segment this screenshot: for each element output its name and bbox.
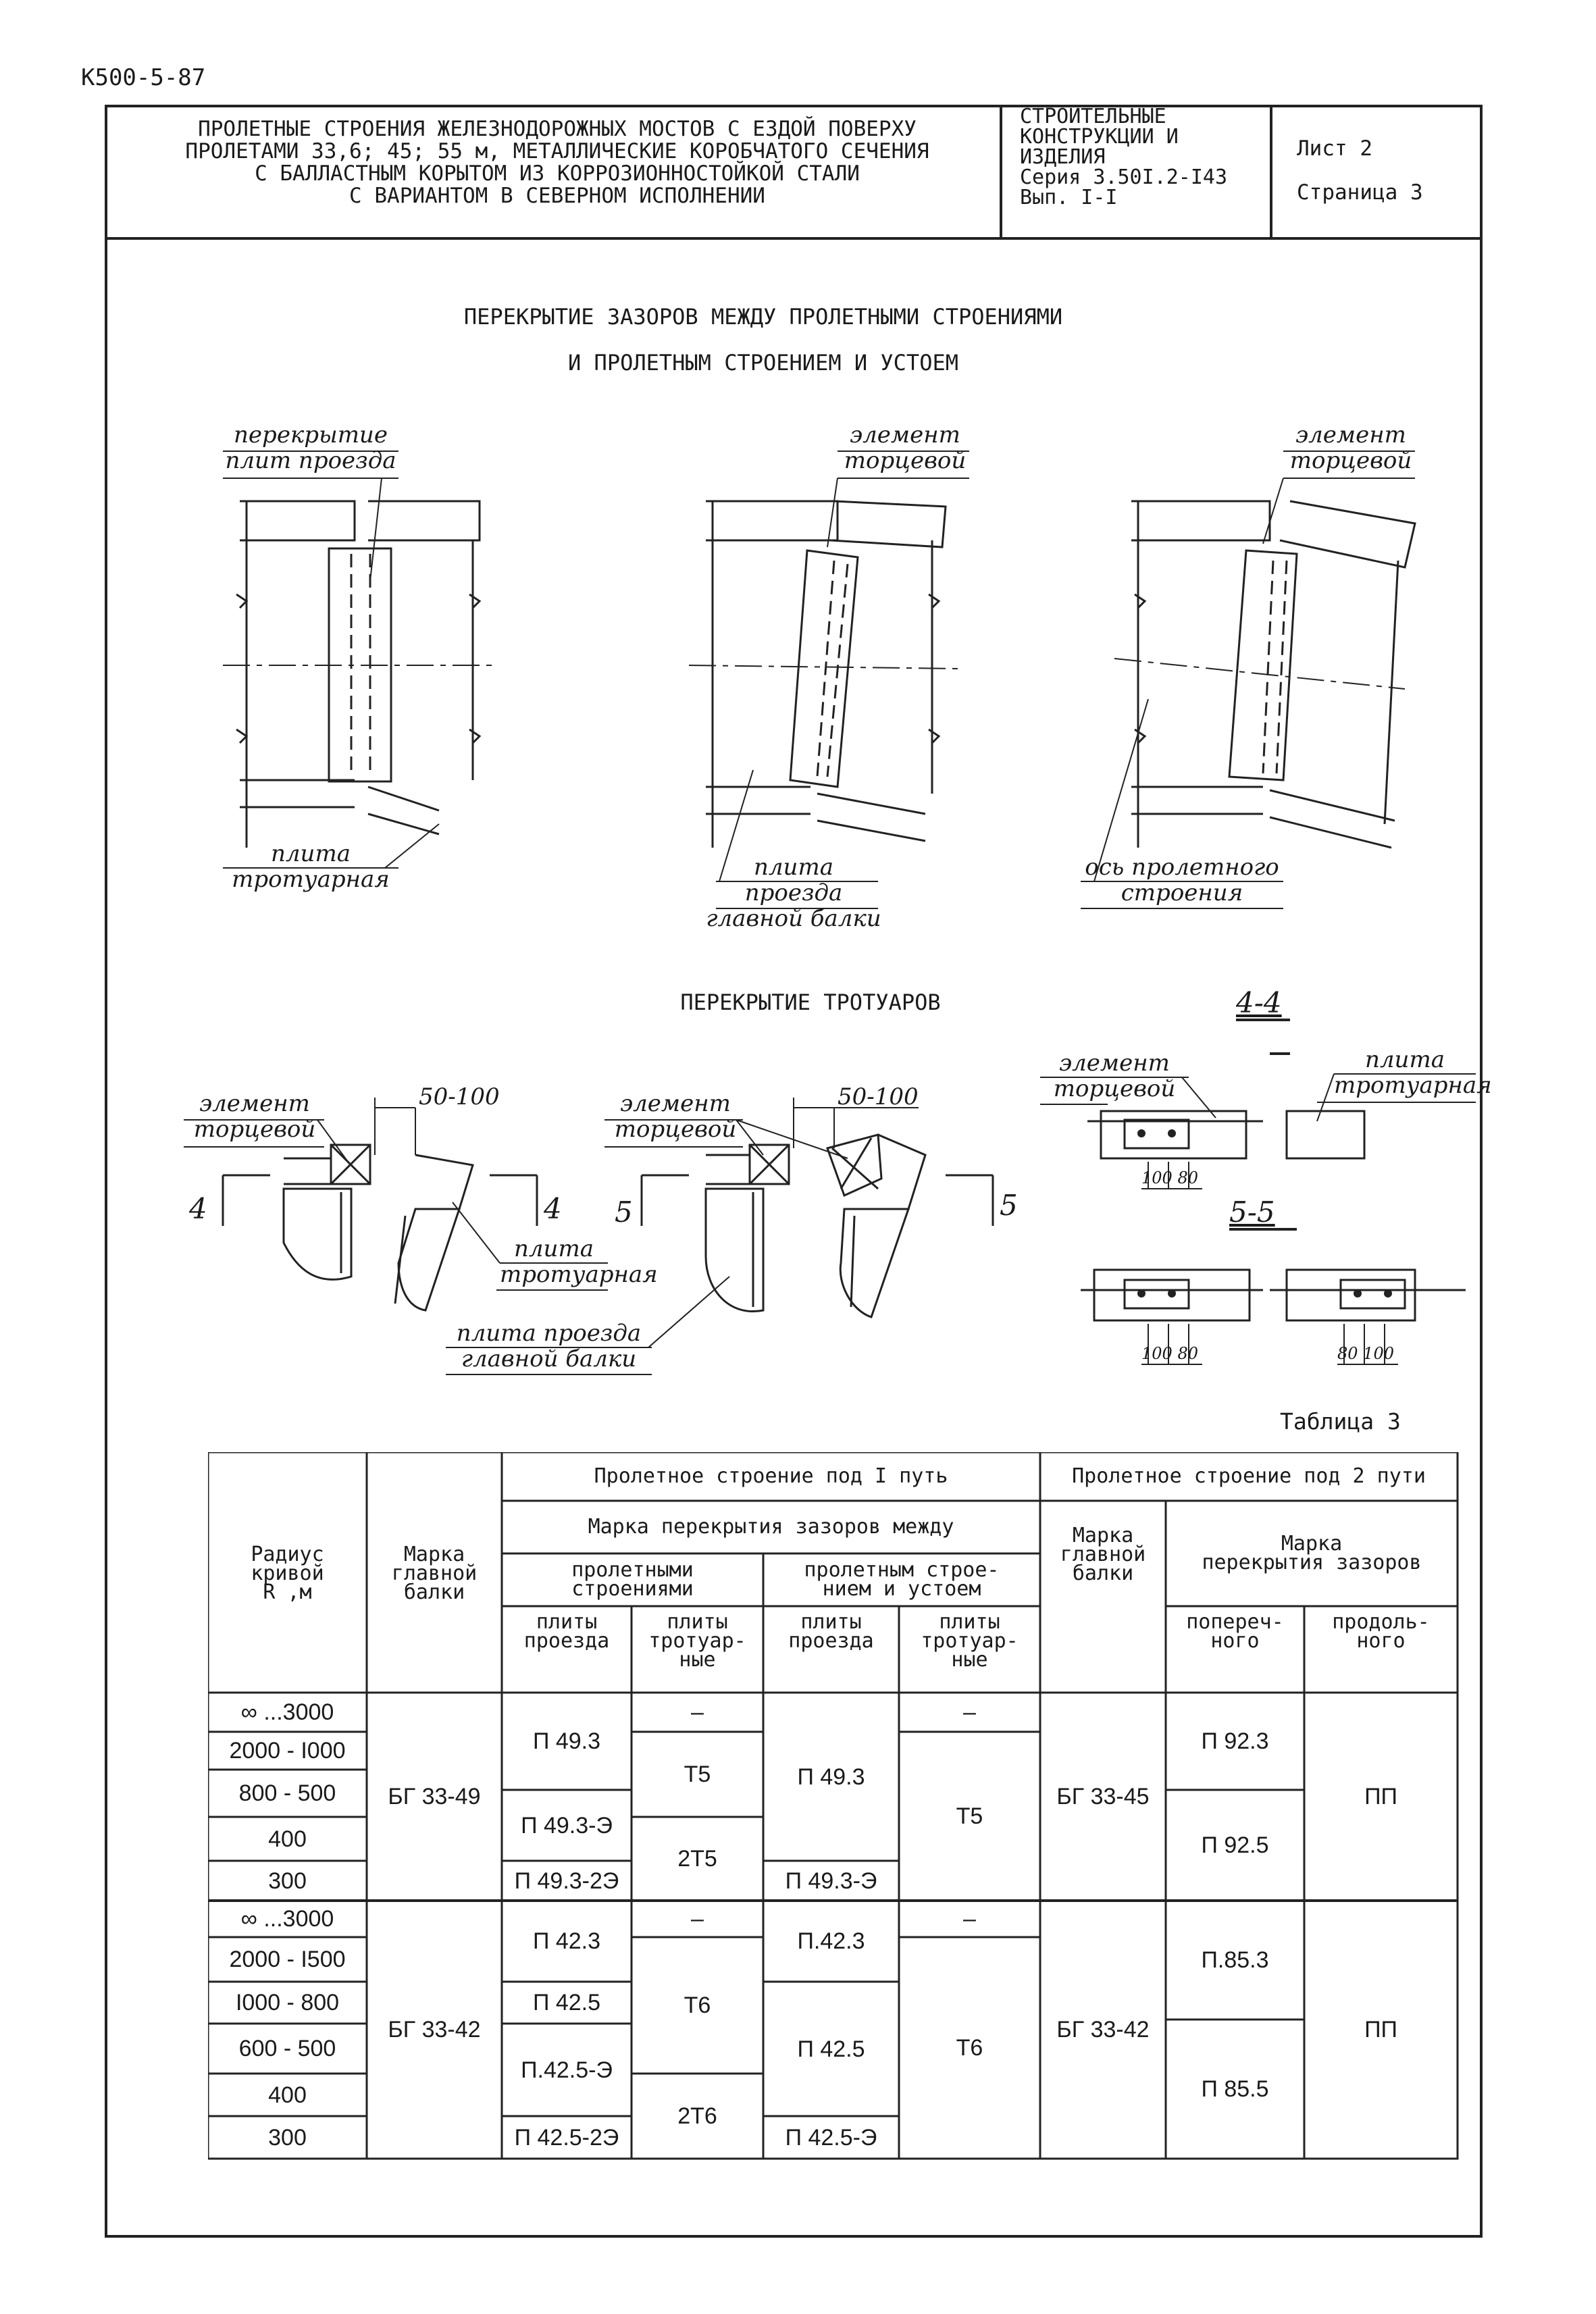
label-end-element-b: [1283, 422, 1418, 473]
table-cell-abutment-deck: П 42.5: [797, 2036, 865, 2062]
col-header-deck-slabs-abutment: плиты проезда: [788, 1610, 874, 1653]
table-cell-beam-two-tracks: БГ 33-45: [1056, 1784, 1150, 1809]
gap-overlap-table: [208, 1452, 1459, 2160]
page-number: Страница 3: [1297, 180, 1423, 205]
label-span-axis: [1081, 854, 1283, 906]
table-cell-walk: –: [691, 1699, 704, 1725]
label-line: плита проезда: [456, 1320, 642, 1347]
table-cell-walk: 2Т5: [677, 1846, 717, 1872]
col-header-longitudinal: продоль- ного: [1332, 1610, 1430, 1653]
table-cell-transverse: П.85.3: [1201, 1947, 1269, 1973]
label-line: элемент: [620, 1090, 731, 1117]
table-cell-radius: 800 - 500: [238, 1780, 336, 1806]
label-line: перекрытие: [234, 421, 388, 448]
label-line: тротуарная: [500, 1261, 658, 1288]
col-header-radius: Радиус кривой R ,м: [251, 1543, 324, 1604]
table-cell-abutment-deck: П 49.3-Э: [785, 1868, 877, 1894]
cut-mark-4: 4: [189, 1192, 207, 1225]
label-line: тротуарная: [1334, 1072, 1492, 1099]
label-line: элемент: [850, 421, 960, 448]
table-cell-walk: 2Т6: [677, 2103, 717, 2129]
series-line: Вып. I-I: [1020, 186, 1118, 209]
table-cell-abutment-walk: –: [963, 1699, 976, 1725]
table-cell-abutment-walk: Т5: [956, 1803, 983, 1829]
section-4-4-title: 4-4: [1236, 986, 1282, 1019]
table-cell-radius: 400: [268, 2082, 307, 2108]
label-line: строения: [1121, 879, 1243, 906]
table-cell-beam: БГ 33-49: [388, 1784, 481, 1809]
col-header-walk-slabs: плиты тротуар- ные: [648, 1610, 746, 1672]
cut-mark-5: 5: [1000, 1189, 1018, 1222]
table-cell-abutment-walk: Т6: [956, 2035, 983, 2061]
label-4-4-sidewalk-slab: [1334, 1046, 1492, 1099]
table-cell-radius: ∞ ...3000: [240, 1906, 334, 1932]
dimension-5-5-right: 80 100: [1337, 1344, 1394, 1363]
col-header-deck-slabs: плиты проезда: [523, 1610, 610, 1653]
label-line: элемент: [1295, 421, 1406, 448]
table-cell-radius: 600 - 500: [238, 2036, 336, 2061]
table-cell-transverse: П 92.3: [1201, 1728, 1269, 1754]
title-line: ПРОЛЕТАМИ 33,6; 45; 55 м, МЕТАЛЛИЧЕСКИЕ КОРОБЧАТОГО СЕЧЕНИЯ: [185, 139, 929, 163]
table-cell-walk: –: [691, 1906, 704, 1932]
label-sidewalk-slab: [223, 841, 398, 892]
label-4-4-end-element: [1040, 1050, 1189, 1102]
table-cell-abutment-deck: П 42.5-Э: [785, 2124, 877, 2151]
table-caption: Таблица 3: [1280, 1408, 1401, 1435]
label-line: плит проезда: [225, 447, 396, 474]
label-line: плита: [271, 840, 351, 867]
series-line: ИЗДЕЛИЯ: [1020, 145, 1106, 169]
gap-dimension-left: 50-100: [419, 1083, 500, 1110]
table-cell-radius: 400: [268, 1826, 307, 1852]
label-line: плита проезда: [744, 854, 843, 906]
label-line: элемент: [199, 1090, 310, 1117]
drawing-section-4-4: [1040, 1020, 1492, 1189]
section-title: ПЕРЕКРЫТИЕ ЗАЗОРОВ МЕЖДУ ПРОЛЕТНЫМИ СТРОЕНИЯМИ: [463, 304, 1063, 330]
section-title-sidewalks: ПЕРЕКРЫТИЕ ТРОТУАРОВ: [680, 989, 941, 1015]
table-cell-beam: БГ 33-42: [388, 2017, 481, 2042]
section-5-5-title: 5-5: [1229, 1195, 1275, 1229]
title-line: ПРОЛЕТНЫЕ СТРОЕНИЯ ЖЕЛЕЗНОДОРОЖНЫХ МОСТОВ С ЕЗДОЙ ПОВЕРХУ: [198, 117, 917, 141]
sheet-number: Лист 2: [1297, 136, 1372, 161]
table-cell-radius: 2000 - I000: [229, 1738, 346, 1764]
label-end-element-left: [184, 1091, 326, 1142]
drawing-straight-gap: [223, 451, 493, 868]
col-header-beam: Марка главной балки: [391, 1543, 478, 1604]
table-cell-transverse: П 92.5: [1201, 1832, 1269, 1858]
drawing-skewed-gap: [689, 451, 969, 908]
col-header-gap-mark: Марка перекрытия зазоров между: [588, 1515, 954, 1539]
cut-mark-4: 4: [544, 1192, 562, 1225]
col-header-gap-mark-two-tracks: Марка перекрытия зазоров: [1202, 1532, 1422, 1574]
cut-mark-5: 5: [615, 1195, 633, 1229]
table-cell-radius: 2000 - I500: [229, 1947, 346, 1972]
series-line: СТРОИТЕЛЬНЫЕ: [1020, 105, 1166, 128]
drawing-curved-gap: [1081, 451, 1415, 908]
table-cell-deck: П 42.5: [532, 1990, 601, 2015]
label-deck-slab: [706, 854, 881, 931]
col-header-two-tracks: Пролетное строение под 2 пути: [1072, 1464, 1426, 1488]
table-cell-walk: Т6: [684, 1992, 711, 2018]
table-cell-beam-two-tracks: БГ 33-42: [1056, 2017, 1150, 2042]
table-cell-abutment-deck: П 49.3: [797, 1764, 865, 1790]
label-line: плита: [1365, 1046, 1445, 1073]
table-cell-deck: П 42.5-2Э: [514, 2124, 619, 2151]
label-line: тротуарная: [232, 866, 390, 893]
label-line: торцевой: [1289, 447, 1412, 474]
gap-dimension-right: 50-100: [838, 1083, 919, 1110]
series-line: Серия 3.50I.2-I43: [1020, 165, 1228, 189]
table-cell-radius: I000 - 800: [235, 1990, 340, 2015]
label-line: плита: [514, 1235, 594, 1262]
label-deck-slab-2: [446, 1320, 652, 1372]
label-line: главной балки: [706, 905, 881, 932]
table-cell-radius: 300: [268, 1868, 307, 1894]
col-header-transverse: попереч- ного: [1186, 1610, 1284, 1653]
section-subtitle: И ПРОЛЕТНЫМ СТРОЕНИЕМ И УСТОЕМ: [568, 350, 958, 376]
label-sidewalk-slab-2: [500, 1235, 658, 1288]
table-cell-walk: Т5: [684, 1762, 711, 1787]
table-cell-deck: П 49.3-Э: [521, 1812, 613, 1839]
table-cell-longitudinal: ПП: [1364, 2017, 1397, 2042]
label-line: элемент: [1059, 1050, 1170, 1077]
label-overlap: [223, 422, 398, 473]
col-header-beam-two-tracks: Марка главной балки: [1060, 1524, 1146, 1585]
table-cell-deck: П 49.3-2Э: [514, 1868, 619, 1894]
label-line: ось пролетного: [1085, 854, 1279, 881]
table-cell-deck: П 42.3: [532, 1928, 601, 1954]
label-line: торцевой: [1053, 1075, 1176, 1102]
table-cell-deck: П 49.3: [532, 1728, 601, 1754]
table-cell-deck: П.42.5-Э: [521, 2057, 613, 2083]
label-line: главной балки: [461, 1345, 637, 1372]
label-end-element-right: [604, 1091, 746, 1142]
drawing-section-5-5: [1081, 1229, 1466, 1364]
table-cell-abutment-deck: П.42.3: [797, 1928, 865, 1954]
label-end-element-a: [838, 422, 973, 473]
label-line: торцевой: [193, 1116, 316, 1143]
table-cell-transverse: П 85.5: [1201, 2076, 1269, 2102]
series-line: КОНСТРУКЦИИ И: [1020, 125, 1179, 149]
title-line: С БАЛЛАСТНЫМ КОРЫТОМ ИЗ КОРРОЗИОННОСТОЙКОЙ СТАЛИ: [255, 161, 860, 186]
col-header-span-abutment: пролетным строе- нием и устоем: [804, 1558, 1000, 1601]
col-header-one-track: Пролетное строение под I путь: [594, 1464, 948, 1488]
dimension-5-5-left: 100 80: [1141, 1344, 1198, 1363]
label-line: торцевой: [614, 1116, 737, 1143]
label-line: торцевой: [844, 447, 967, 474]
table-cell-radius: ∞ ...3000: [240, 1699, 334, 1725]
table-cell-radius: 300: [268, 2124, 307, 2151]
col-header-between-spans: пролетными строениями: [571, 1558, 694, 1601]
document-code: К500-5-87: [81, 64, 206, 91]
title-line: С ВАРИАНТОМ В СЕВЕРНОМ ИСПОЛНЕНИИ: [349, 184, 765, 208]
table-cell-longitudinal: ПП: [1364, 1784, 1397, 1809]
table-cell-abutment-walk: –: [963, 1906, 976, 1932]
col-header-walk-slabs-abutment: плиты тротуар- ные: [921, 1610, 1019, 1672]
dimension-4-4: 100 80: [1141, 1168, 1198, 1187]
